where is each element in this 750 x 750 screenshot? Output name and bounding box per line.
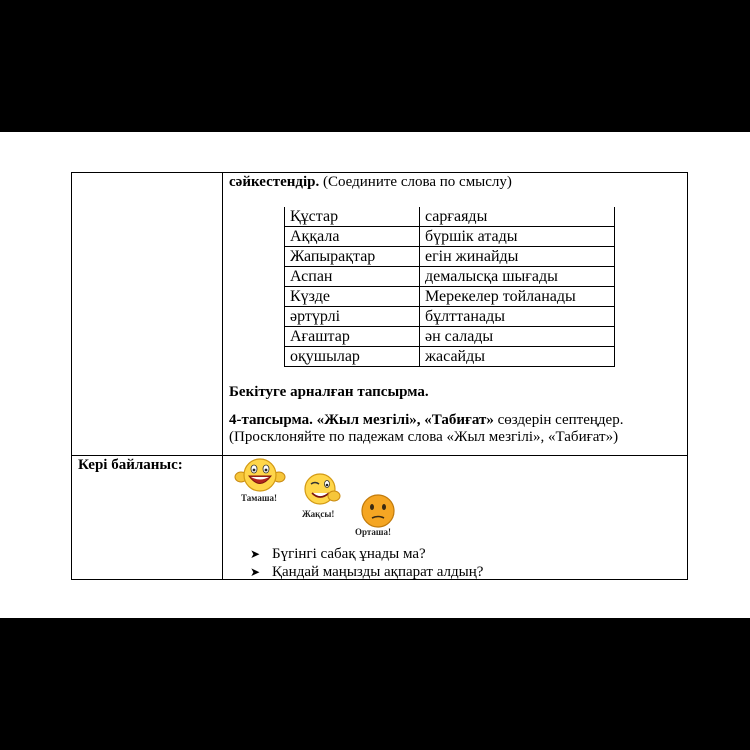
matching-row bbox=[285, 347, 615, 367]
arrow-bullet-icon: ➤ bbox=[250, 547, 261, 561]
matching-table bbox=[284, 207, 615, 367]
emoji-caption-good: Жақсы! bbox=[302, 509, 335, 519]
question-text: Бүгінгі сабақ ұнады ма? bbox=[272, 546, 426, 562]
question-text: Қандай маңызды ақпарат алдың? bbox=[272, 564, 484, 580]
task-4 bbox=[229, 412, 623, 446]
matching-phrase: бұлттанады bbox=[420, 307, 615, 327]
document-page bbox=[0, 132, 750, 618]
matching-phrase: сарғаяды bbox=[420, 207, 615, 227]
matching-word: Құстар bbox=[285, 207, 420, 227]
lesson-table bbox=[71, 172, 688, 580]
column-divider bbox=[222, 173, 223, 579]
row-divider bbox=[72, 455, 687, 456]
reflection-questions bbox=[250, 545, 483, 581]
matching-phrase: Мерекелер тойланады bbox=[420, 287, 615, 307]
matching-word: Аспан bbox=[285, 267, 420, 287]
instruction-line bbox=[229, 174, 512, 191]
matching-phrase: жасайды bbox=[420, 347, 615, 367]
winking-face-icon bbox=[300, 471, 342, 507]
matching-phrase: демалысқа шығады bbox=[420, 267, 615, 287]
thinking-face-icon bbox=[358, 493, 398, 529]
task-4-rest: сөздерін септеңдер. bbox=[493, 412, 624, 428]
emoji-caption-great: Тамаша! bbox=[241, 493, 277, 503]
reinforce-title: Бекітуге арналған тапсырма. bbox=[229, 384, 429, 400]
matching-word: оқушылар bbox=[285, 347, 420, 367]
question-item bbox=[250, 563, 483, 581]
matching-phrase: егін жинайды bbox=[420, 247, 615, 267]
matching-word: Жапырақтар bbox=[285, 247, 420, 267]
laughing-face-icon bbox=[234, 455, 286, 495]
instruction-bold: сәйкестендір. bbox=[229, 174, 320, 190]
matching-word: Күзде bbox=[285, 287, 420, 307]
matching-word: Ағаштар bbox=[285, 327, 420, 347]
matching-word: әртүрлі bbox=[285, 307, 420, 327]
instruction-rest: (Соедините слова по смыслу) bbox=[323, 174, 512, 190]
feedback-label: Кері байланыс: bbox=[78, 457, 183, 473]
task-4-translation: (Просклоняйте по падежам слова «Жыл мезгілі», «Табиғат») bbox=[229, 429, 619, 445]
matching-row bbox=[285, 267, 615, 287]
matching-phrase: ән салады bbox=[420, 327, 615, 347]
matching-row bbox=[285, 247, 615, 267]
matching-word: Аққала bbox=[285, 227, 420, 247]
question-item bbox=[250, 545, 483, 563]
matching-phrase: бүршік атады bbox=[420, 227, 615, 247]
task-4-bold: 4-тапсырма. «Жыл мезгілі», «Табиғат» bbox=[229, 412, 494, 428]
emoji-caption-average: Орташа! bbox=[355, 527, 392, 537]
arrow-bullet-icon: ➤ bbox=[250, 565, 261, 579]
matching-row bbox=[285, 207, 615, 227]
matching-row bbox=[285, 227, 615, 247]
matching-row bbox=[285, 287, 615, 307]
matching-row bbox=[285, 307, 615, 327]
matching-row bbox=[285, 327, 615, 347]
